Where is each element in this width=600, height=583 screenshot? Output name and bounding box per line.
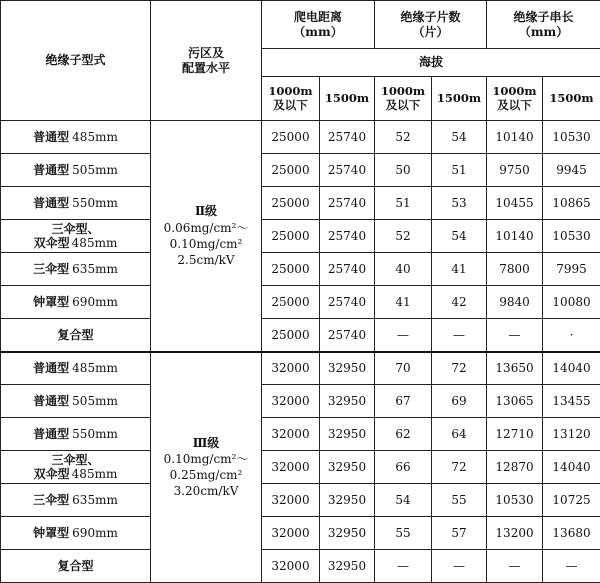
cell-count-low: 54 (375, 484, 432, 517)
cell-count-low: 50 (375, 154, 432, 187)
table-row (1, 484, 600, 517)
cell-creep-high: 32950 (320, 385, 375, 418)
cell-creep-high: 32950 (320, 451, 375, 484)
cell-count-low: 67 (375, 385, 432, 418)
cell-count-low: — (375, 550, 432, 583)
type-name: 三伞型 (33, 262, 69, 276)
type-size: 635mm (72, 493, 118, 507)
cell-creep-high: 25740 (320, 154, 375, 187)
cell-type (1, 286, 151, 319)
cell-creep-high: 25740 (320, 253, 375, 286)
cell-len-low: 10140 (487, 220, 543, 253)
cell-count-high: 54 (432, 220, 487, 253)
cell-creep-high: 32950 (320, 550, 375, 583)
type-name: 普通型 (33, 196, 69, 210)
cell-len-high: 10530 (543, 121, 600, 154)
cell-len-high: 13680 (543, 517, 600, 550)
type-size: 690mm (72, 526, 118, 540)
header-count (375, 1, 487, 49)
table-row (1, 517, 600, 550)
level-line-2: 0.10mg/cm²～ (152, 451, 260, 467)
cell-count-low: 55 (375, 517, 432, 550)
cell-creep-high: 25740 (320, 121, 375, 154)
table-row (1, 220, 600, 253)
cell-count-high: 55 (432, 484, 487, 517)
cell-count-high: 54 (432, 121, 487, 154)
header-creep (262, 1, 375, 49)
cell-len-high: 10530 (543, 220, 600, 253)
cell-creep-high: 25740 (320, 286, 375, 319)
cell-type (1, 319, 151, 352)
header-length-line1: 绝缘子串长 (488, 10, 599, 24)
type-size: 550mm (72, 196, 118, 210)
header-alt-high: 1500m (320, 77, 375, 121)
header-creep-line2: （mm） (263, 25, 373, 39)
cell-count-low: 70 (375, 352, 432, 385)
cell-creep-high: 32950 (320, 484, 375, 517)
cell-len-high: — (543, 550, 600, 583)
level-line-1: Ⅲ级 (152, 435, 260, 451)
level-line-1: Ⅱ级 (152, 203, 260, 219)
cell-creep-high: 32950 (320, 517, 375, 550)
cell-type (1, 220, 151, 253)
header-altitude: 海拔 (262, 49, 600, 77)
level-line-3: 0.25mg/cm² (152, 467, 260, 483)
cell-len-low: 13200 (487, 517, 543, 550)
cell-count-high: 72 (432, 451, 487, 484)
cell-len-high: 13455 (543, 385, 600, 418)
header-count-line1: 绝缘子片数 (376, 10, 485, 24)
type-size: 505mm (72, 394, 118, 408)
type-name: 三伞型、 (51, 222, 99, 236)
cell-count-high: 51 (432, 154, 487, 187)
type-name: 复合型 (57, 559, 93, 573)
table-row (1, 154, 600, 187)
type-size: 690mm (72, 295, 118, 309)
cell-len-low: 9750 (487, 154, 543, 187)
cell-creep-low: 25000 (262, 121, 320, 154)
cell-len-low: 7800 (487, 253, 543, 286)
header-alt-low-line2: 及以下 (488, 99, 541, 113)
cell-len-low: 13650 (487, 352, 543, 385)
cell-creep-high: 25740 (320, 187, 375, 220)
cell-creep-low: 25000 (262, 286, 320, 319)
header-alt-low-line1: 1000m (376, 85, 430, 99)
level-line-3: 0.10mg/cm² (152, 236, 260, 252)
cell-count-low: 52 (375, 220, 432, 253)
cell-creep-low: 25000 (262, 187, 320, 220)
cell-len-high: 10725 (543, 484, 600, 517)
table-row (1, 550, 600, 583)
cell-type (1, 517, 151, 550)
cell-creep-low: 32000 (262, 385, 320, 418)
type-name-2: 双伞型 (34, 236, 70, 250)
cell-len-high: 10865 (543, 187, 600, 220)
header-length (487, 1, 600, 49)
table-row (1, 286, 600, 319)
type-name: 普通型 (33, 361, 69, 375)
type-name: 三伞型、 (51, 453, 99, 467)
cell-count-low: 52 (375, 121, 432, 154)
cell-type (1, 253, 151, 286)
header-length-line2: （mm） (488, 25, 599, 39)
type-size: 485mm (72, 361, 118, 375)
cell-len-low: 13065 (487, 385, 543, 418)
type-name: 普通型 (33, 394, 69, 408)
cell-creep-low: 32000 (262, 550, 320, 583)
type-name: 普通型 (33, 163, 69, 177)
type-size: 505mm (72, 163, 118, 177)
cell-count-low: 41 (375, 286, 432, 319)
header-count-line2: （片） (376, 25, 485, 39)
cell-len-low: — (487, 550, 543, 583)
cell-len-high: 10080 (543, 286, 600, 319)
table-row (1, 319, 600, 352)
cell-creep-high: 25740 (320, 319, 375, 352)
cell-type (1, 484, 151, 517)
cell-len-low: 12710 (487, 418, 543, 451)
type-name: 普通型 (33, 427, 69, 441)
header-type: 绝缘子型式 (1, 1, 151, 121)
cell-count-high: — (432, 319, 487, 352)
type-size: 485mm (72, 236, 118, 250)
table-row (1, 385, 600, 418)
cell-len-low: 12870 (487, 451, 543, 484)
cell-creep-low: 25000 (262, 319, 320, 352)
cell-type (1, 121, 151, 154)
header-level (151, 1, 262, 121)
header-alt-low (487, 77, 543, 121)
cell-type (1, 154, 151, 187)
cell-count-high: 42 (432, 286, 487, 319)
cell-creep-low: 32000 (262, 418, 320, 451)
cell-len-high: 13120 (543, 418, 600, 451)
cell-count-high: — (432, 550, 487, 583)
cell-level (151, 352, 262, 583)
cell-count-high: 72 (432, 352, 487, 385)
header-level-line2: 配置水平 (152, 61, 260, 75)
level-line-4: 3.20cm/kV (152, 483, 260, 499)
cell-count-low: 66 (375, 451, 432, 484)
cell-len-low: 9840 (487, 286, 543, 319)
table-row (1, 451, 600, 484)
header-alt-low (262, 77, 320, 121)
type-size: 635mm (72, 262, 118, 276)
table-row (1, 187, 600, 220)
cell-count-low: 40 (375, 253, 432, 286)
cell-type (1, 187, 151, 220)
type-name-2: 双伞型 (34, 467, 70, 481)
cell-creep-low: 25000 (262, 220, 320, 253)
level-line-4: 2.5cm/kV (152, 252, 260, 268)
cell-len-high: 14040 (543, 451, 600, 484)
type-name: 钟罩型 (33, 526, 69, 540)
type-size: 550mm (72, 427, 118, 441)
type-name: 钟罩型 (33, 295, 69, 309)
cell-creep-high: 25740 (320, 220, 375, 253)
header-level-line1: 污区及 (152, 46, 260, 60)
table-row (1, 253, 600, 286)
cell-creep-low: 32000 (262, 352, 320, 385)
cell-creep-high: 32950 (320, 418, 375, 451)
cell-len-high: 14040 (543, 352, 600, 385)
cell-count-high: 41 (432, 253, 487, 286)
cell-len-low: 10455 (487, 187, 543, 220)
header-alt-low-line2: 及以下 (376, 99, 430, 113)
type-size: 485mm (72, 130, 118, 144)
cell-len-low: 10530 (487, 484, 543, 517)
header-alt-low-line1: 1000m (263, 85, 318, 99)
header-alt-low (375, 77, 432, 121)
cell-count-high: 64 (432, 418, 487, 451)
cell-type (1, 550, 151, 583)
type-name: 普通型 (33, 130, 69, 144)
cell-count-high: 69 (432, 385, 487, 418)
cell-len-low: 10140 (487, 121, 543, 154)
cell-len-high: 9945 (543, 154, 600, 187)
cell-type (1, 451, 151, 484)
level-line-2: 0.06mg/cm²～ (152, 220, 260, 236)
header-alt-low-line1: 1000m (488, 85, 541, 99)
cell-level (151, 121, 262, 352)
table-row (1, 418, 600, 451)
cell-len-high: 7995 (543, 253, 600, 286)
table-row (1, 352, 600, 385)
type-name: 三伞型 (33, 493, 69, 507)
cell-count-high: 57 (432, 517, 487, 550)
type-size: 485mm (72, 467, 118, 481)
cell-creep-high: 32950 (320, 352, 375, 385)
type-name: 复合型 (57, 328, 93, 342)
cell-creep-low: 32000 (262, 484, 320, 517)
cell-count-low: 51 (375, 187, 432, 220)
cell-creep-low: 32000 (262, 517, 320, 550)
cell-len-low: — (487, 319, 543, 352)
header-alt-low-line2: 及以下 (263, 99, 318, 113)
cell-creep-low: 25000 (262, 253, 320, 286)
header-alt-high: 1500m (432, 77, 487, 121)
table-row (1, 121, 600, 154)
cell-type (1, 418, 151, 451)
cell-type (1, 352, 151, 385)
cell-creep-low: 25000 (262, 154, 320, 187)
cell-creep-low: 32000 (262, 451, 320, 484)
cell-count-high: 53 (432, 187, 487, 220)
cell-count-low: — (375, 319, 432, 352)
cell-count-low: 62 (375, 418, 432, 451)
header-alt-high: 1500m (543, 77, 600, 121)
cell-len-high: · (543, 319, 600, 352)
cell-type (1, 385, 151, 418)
header-creep-line1: 爬电距离 (263, 10, 373, 24)
